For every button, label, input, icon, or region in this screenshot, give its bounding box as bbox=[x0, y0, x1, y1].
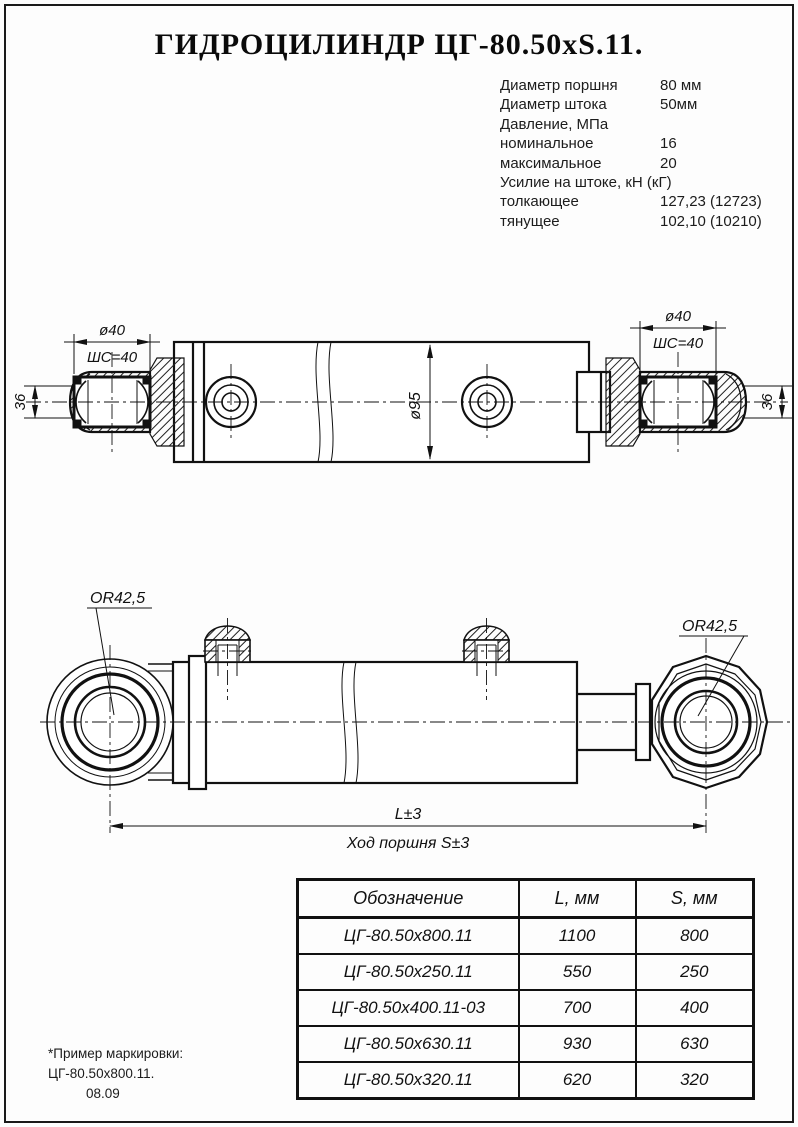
table-row bbox=[298, 954, 754, 990]
cell-designation: ЦГ-80.50x630.11 bbox=[298, 1026, 519, 1062]
spec-label: тянущее bbox=[500, 212, 560, 230]
table-row bbox=[298, 990, 754, 1026]
column-header-stroke: S, мм bbox=[636, 880, 754, 918]
cell-stroke: 250 bbox=[636, 954, 754, 990]
cell-designation: ЦГ-80.50x320.11 bbox=[298, 1062, 519, 1099]
spec-row bbox=[500, 95, 762, 114]
table-row bbox=[298, 1026, 754, 1062]
cell-length: 930 bbox=[519, 1026, 636, 1062]
cell-stroke: 400 bbox=[636, 990, 754, 1026]
spec-row bbox=[500, 76, 762, 95]
length-dim-label: L±3 bbox=[394, 806, 422, 823]
cell-designation: ЦГ-80.50x250.11 bbox=[298, 954, 519, 990]
dim-width-right-label: 36 bbox=[759, 393, 776, 411]
column-header-designation: Обозначение bbox=[298, 880, 519, 918]
spec-value: 20 bbox=[660, 154, 677, 172]
spec-value: 16 bbox=[660, 135, 677, 153]
spec-row bbox=[500, 173, 762, 192]
bearing-left-label: ШС=40 bbox=[86, 349, 138, 366]
spec-row bbox=[500, 115, 762, 134]
spec-value: 50мм bbox=[660, 96, 698, 114]
spec-value: 80 мм bbox=[660, 77, 702, 94]
spec-row bbox=[500, 134, 762, 153]
cell-designation: ЦГ-80.50x800.11 bbox=[298, 918, 519, 955]
spec-label: номинальное bbox=[500, 135, 594, 153]
spec-value: 102,10 (10210) bbox=[660, 212, 762, 230]
spec-row bbox=[500, 154, 762, 173]
cell-length: 550 bbox=[519, 954, 636, 990]
footnote-line: *Пример маркировки: bbox=[48, 1046, 184, 1061]
dim-eye-dia-left-label: ø40 bbox=[99, 322, 125, 339]
cell-stroke: 320 bbox=[636, 1062, 754, 1099]
drawing-title: ГИДРОЦИЛИНДР ЦГ-80.50xS.11. bbox=[154, 28, 644, 61]
bottom-external-view bbox=[0, 555, 798, 865]
spec-label: максимальное bbox=[500, 154, 602, 172]
top-section-view bbox=[0, 280, 798, 500]
cylinder-body bbox=[173, 662, 577, 783]
sphere-right-label: OR42,5 bbox=[682, 618, 738, 635]
table-header-row bbox=[298, 880, 754, 918]
stroke-dim-label: Ход поршня S±3 bbox=[346, 835, 470, 852]
cell-length: 1100 bbox=[519, 918, 636, 955]
spec-list bbox=[500, 76, 762, 231]
dim-length bbox=[110, 806, 706, 852]
dim-width-left-label: 36 bbox=[12, 393, 29, 411]
footnote-line: ЦГ-80.50x800.11. bbox=[48, 1066, 155, 1081]
cell-length: 620 bbox=[519, 1062, 636, 1099]
dim-body-diameter-label: ø95 bbox=[407, 392, 424, 420]
spec-label: Усилие на штоке, кН (кГ) bbox=[500, 174, 672, 192]
cell-length: 700 bbox=[519, 990, 636, 1026]
bearing-right-label: ШС=40 bbox=[652, 335, 704, 352]
spec-row bbox=[500, 212, 762, 231]
head-collar bbox=[189, 656, 206, 789]
sphere-left-label: OR42,5 bbox=[90, 590, 146, 607]
cell-designation: ЦГ-80.50x400.11-03 bbox=[298, 990, 519, 1026]
cell-stroke: 630 bbox=[636, 1026, 754, 1062]
footnote-line: 08.09 bbox=[86, 1086, 120, 1101]
table-row bbox=[298, 1062, 754, 1099]
spec-label: Давление, МПа bbox=[500, 115, 609, 133]
column-header-length: L, мм bbox=[519, 880, 636, 918]
marking-footnote bbox=[48, 1044, 183, 1104]
table-row bbox=[298, 918, 754, 955]
spec-label: толкающее bbox=[500, 193, 579, 211]
spec-label: Диаметр поршня bbox=[500, 77, 618, 94]
size-table bbox=[296, 878, 755, 1100]
spec-label: Диаметр штока bbox=[500, 96, 607, 114]
cell-stroke: 800 bbox=[636, 918, 754, 955]
dim-eye-dia-right-label: ø40 bbox=[665, 308, 691, 325]
spec-row bbox=[500, 192, 762, 211]
spec-value: 127,23 (12723) bbox=[660, 193, 762, 211]
